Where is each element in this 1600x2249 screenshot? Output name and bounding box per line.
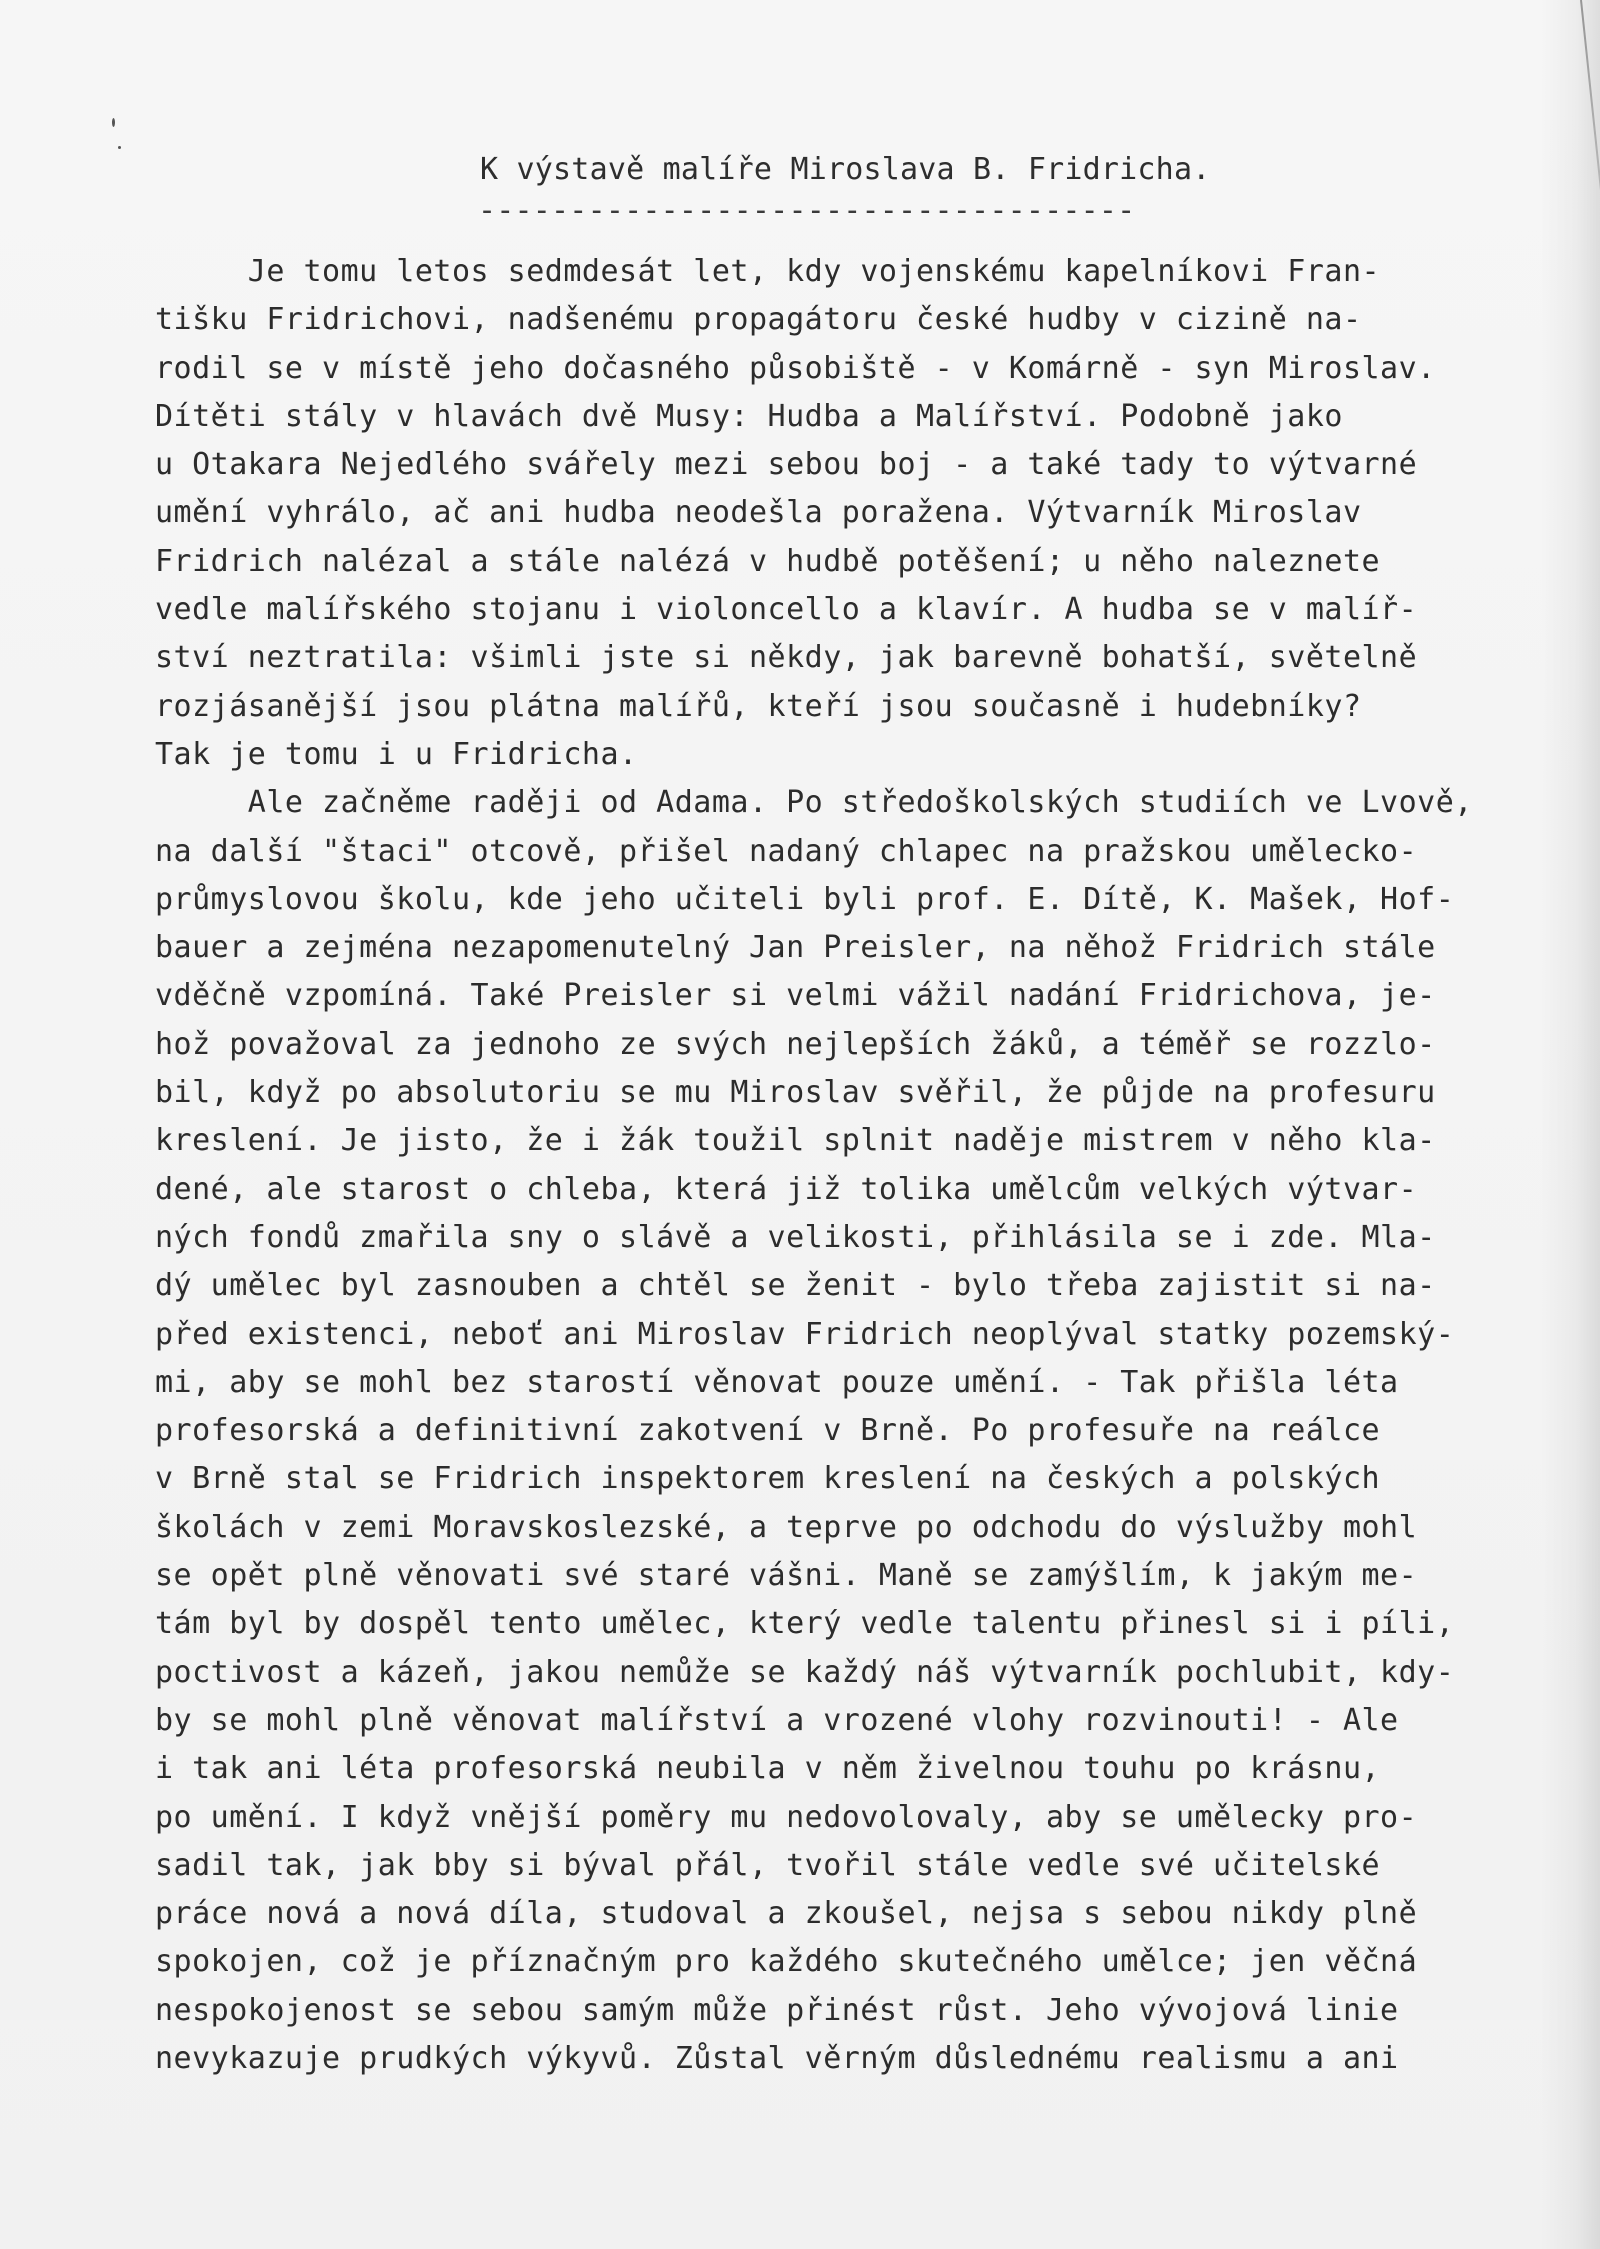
text-line: umění vyhrálo, ač ani hudba neodešla poražena. Výtvarník Miroslav: [155, 495, 1362, 531]
body-text: [155, 248, 1595, 2083]
text-line: Fridrich nalézal a stále nalézá v hudbě potěšení; u něho naleznete: [155, 543, 1381, 579]
text-line: před existenci, neboť ani Miroslav Fridrich neoplýval statky pozemský-: [155, 1316, 1455, 1352]
text-line: dý umělec byl zasnouben a chtěl se ženit - bylo třeba zajistit si na-: [155, 1268, 1436, 1304]
page-title: K výstavě malíře Miroslava B. Fridricha.: [480, 152, 1211, 187]
text-line: po umění. I když vnější poměry mu nedovolovaly, aby se umělecky pro-: [155, 1799, 1418, 1835]
text-line: dené, ale starost o chleba, která již tolika umělcům velkých výtvar-: [155, 1171, 1418, 1207]
text-line: se opět plně věnovati své staré vášni. Maně se zamýšlím, k jakým me-: [155, 1558, 1418, 1594]
text-line: Tak je tomu i u Fridricha.: [155, 736, 638, 772]
text-line: nespokojenost se sebou samým může přinést růst. Jeho vývojová linie: [155, 1992, 1399, 2028]
text-line: spokojen, což je příznačným pro každého skutečného umělce; jen věčná: [155, 1944, 1418, 1980]
text-line: bauer a zejména nezapomenutelný Jan Preisler, na něhož Fridrich stále: [155, 930, 1436, 966]
text-line: mi, aby se mohl bez starostí věnovat pouze umění. - Tak přišla léta: [155, 1364, 1399, 1400]
text-line: Je tomu letos sedmdesát let, kdy vojenskému kapelníkovi Fran-: [155, 254, 1381, 289]
text-line: u Otakara Nejedlého svářely mezi sebou boj - a také tady to výtvarné: [155, 447, 1418, 483]
text-line: školách v zemi Moravskoslezské, a teprve po odchodu do výslužby mohl: [155, 1509, 1418, 1545]
text-line: rodil se v místě jeho dočasného působiště - v Komárně - syn Miroslav.: [155, 350, 1436, 386]
text-line: ství neztratila: všimli jste si někdy, jak barevně bohatší, světelně: [155, 640, 1418, 676]
text-line: průmyslovou školu, kde jeho učiteli byli prof. E. Dítě, K. Mašek, Hof-: [155, 881, 1455, 917]
text-line: rozjásanější jsou plátna malířů, kteří jsou současně i hudebníky?: [155, 688, 1362, 724]
text-line: nevykazuje prudkých výkyvů. Zůstal věrným důslednému realismu a ani: [155, 2040, 1399, 2076]
text-line: sadil tak, jak bby si býval přál, tvořil stále vedle své učitelské: [155, 1847, 1381, 1883]
text-line: práce nová a nová díla, studoval a zkoušel, nejsa s sebou nikdy plně: [155, 1896, 1418, 1932]
text-line: ných fondů zmařila sny o slávě a velikosti, přihlásila se i zde. Mla-: [155, 1219, 1436, 1255]
text-line: vděčně vzpomíná. Také Preisler si velmi vážil nadání Fridrichova, je-: [155, 978, 1436, 1014]
ink-speck: [118, 146, 121, 149]
text-line: poctivost a kázeň, jakou nemůže se každý náš výtvarník pochlubit, kdy-: [155, 1654, 1455, 1690]
ink-speck: [112, 118, 115, 127]
text-line: by se mohl plně věnovat malířství a vrozené vlohy rozvinouti! - Ale: [155, 1702, 1399, 1738]
text-line: Ale začněme raději od Adama. Po středoškolských studiích ve Lvově,: [155, 785, 1473, 821]
text-line: i tak ani léta profesorská neubila v něm živelnou touhu po krásnu,: [155, 1751, 1381, 1787]
text-line: tám byl by dospěl tento umělec, který vedle talentu přinesl si i píli,: [155, 1606, 1455, 1642]
text-line: v Brně stal se Fridrich inspektorem kreslení na českých a polských: [155, 1461, 1381, 1497]
text-line: profesorská a definitivní zakotvení v Brně. Po profesuře na reálce: [155, 1413, 1381, 1449]
text-line: hož považoval za jednoho ze svých nejlepších žáků, a téměř se rozzlo-: [155, 1026, 1436, 1062]
text-line: bil, když po absolutoriu se mu Miroslav svěřil, že půjde na profesuru: [155, 1075, 1436, 1111]
text-line: Dítěti stály v hlavách dvě Musy: Hudba a Malířství. Podobně jako: [155, 398, 1343, 434]
text-line: tišku Fridrichovi, nadšenému propagátoru české hudby v cizině na-: [155, 302, 1362, 338]
text-line: vedle malířského stojanu i violoncello a klavír. A hudba se v malíř-: [155, 592, 1418, 628]
text-line: kreslení. Je jisto, že i žák toužil splnit naděje mistrem v něho kla-: [155, 1123, 1436, 1159]
text-line: na další "štaci" otcově, přišel nadaný chlapec na pražskou umělecko-: [155, 833, 1418, 869]
title-underline: ------------------------------------: [478, 193, 1136, 228]
